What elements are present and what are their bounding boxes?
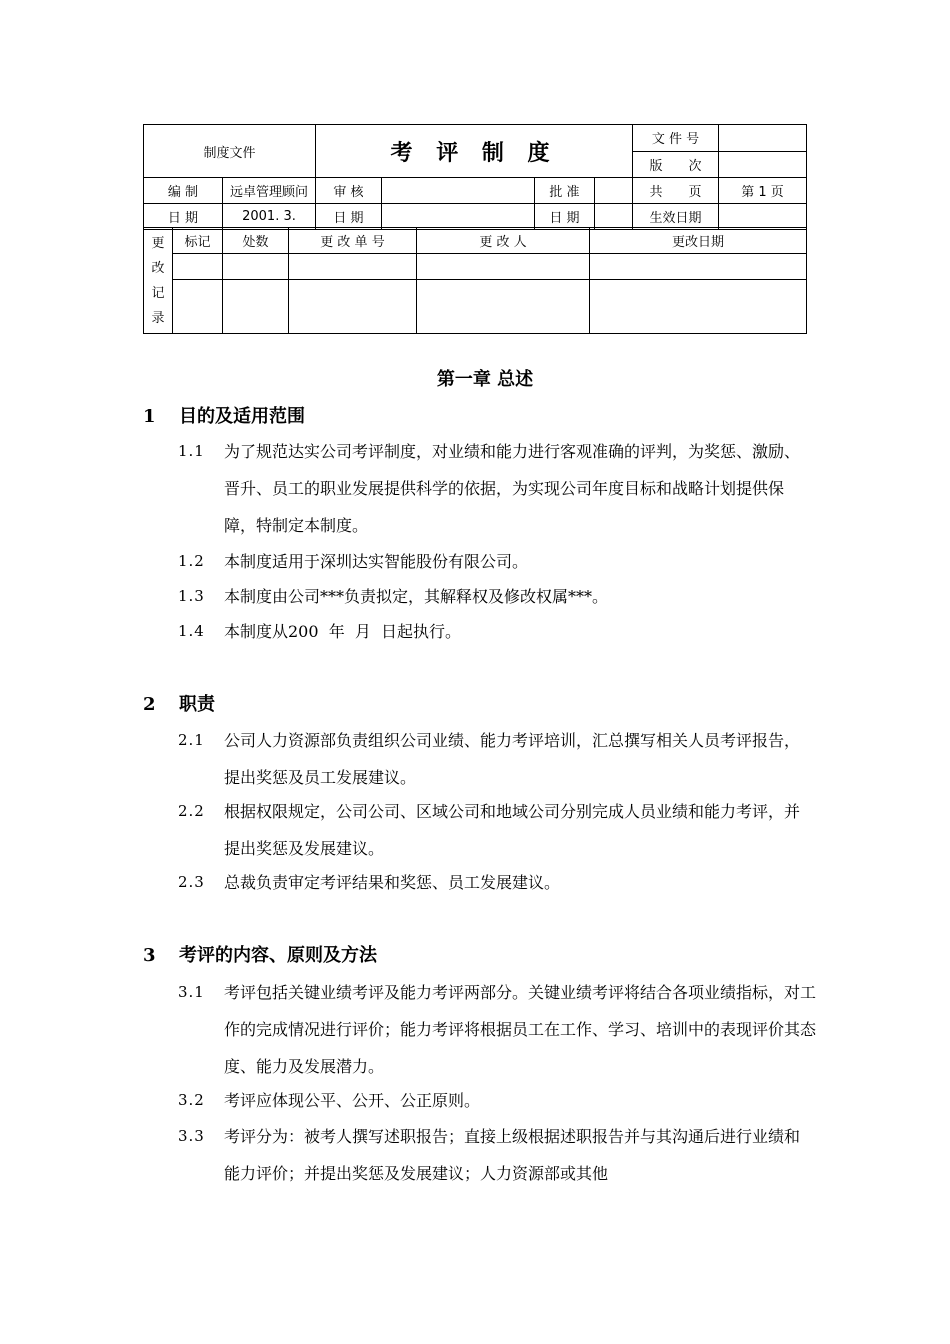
chapter-title: 第一章 总述 (436, 369, 534, 390)
section-number: 2 (143, 694, 156, 715)
document-header-table (143, 124, 807, 230)
compiled-label: 编 制 (144, 178, 223, 204)
change-record-label (144, 228, 173, 334)
review-date-label: 日 期 (316, 204, 382, 230)
table-cell (173, 254, 223, 280)
clause-item (178, 578, 818, 615)
clause-number: 2.3 (178, 873, 205, 891)
col-changer: 更 改 人 (417, 228, 590, 254)
col-mark: 标记 (173, 228, 223, 254)
clause-item (178, 864, 818, 901)
clause-number: 2.2 (178, 802, 205, 820)
clause-text: 本制度适用于深圳达实智能股份有限公司。 (224, 552, 529, 571)
table-cell (289, 254, 417, 280)
table-cell (289, 280, 417, 334)
table-cell (223, 280, 289, 334)
clause-text: 考评应体现公平、公开、公正原则。 (224, 1091, 481, 1110)
page-label: 第 1 页 (719, 178, 807, 204)
approve-value (595, 178, 633, 204)
clause-text: 考评分为：被考人撰写述职报告；直接上级根据述职报告并与其沟通后进行业绩和能力评价；并提出奖惩及发展建议；人力资源部或其他 (224, 1127, 801, 1183)
change-record-table (143, 227, 807, 334)
change-record-char: 记 (151, 285, 165, 301)
doc-title: 考 评 制 度 (316, 125, 633, 178)
table-cell (417, 280, 590, 334)
table-cell (417, 254, 590, 280)
version-value (719, 151, 807, 178)
table-cell (590, 280, 807, 334)
table-cell (173, 280, 223, 334)
section-heading (143, 941, 377, 967)
change-record-char: 录 (151, 310, 165, 326)
col-count: 处数 (223, 228, 289, 254)
clause-item (178, 1118, 808, 1192)
clause-number: 3.1 (178, 983, 205, 1001)
file-no-label: 文 件 号 (633, 125, 719, 152)
clause-text: 公司人力资源部负责组织公司业绩、能力考评培训，汇总撰写相关人员考评报告，提出奖惩及员工发展建议。 (224, 731, 801, 787)
effective-date-value (719, 204, 807, 230)
date-label: 日 期 (144, 204, 223, 230)
col-change-no: 更 改 单 号 (289, 228, 417, 254)
section-title: 职责 (179, 694, 215, 715)
table-cell (223, 254, 289, 280)
approve-date-label: 日 期 (535, 204, 595, 230)
version-label: 版 次 (633, 151, 719, 178)
clause-number: 3.3 (178, 1127, 205, 1145)
clause-item (178, 433, 808, 544)
date-value: 2001. 3. (223, 204, 316, 230)
clause-item (178, 613, 818, 650)
section-number: 1 (143, 406, 156, 427)
approve-date-value (595, 204, 633, 230)
clause-number: 2.1 (178, 731, 205, 749)
section-title: 考评的内容、原则及方法 (179, 945, 377, 966)
clause-item (178, 722, 808, 796)
effective-date-label: 生效日期 (633, 204, 719, 230)
clause-item (178, 793, 808, 867)
clause-text: 本制度从200 年 月 日起执行。 (224, 622, 462, 641)
change-record-char: 更 (151, 235, 165, 251)
col-change-date: 更改日期 (590, 228, 807, 254)
section-heading (143, 402, 305, 428)
file-no-value (719, 125, 807, 152)
clause-number: 1.4 (178, 622, 205, 640)
table-cell (590, 254, 807, 280)
review-label: 审 核 (316, 178, 382, 204)
section-title: 目的及适用范围 (179, 406, 305, 427)
clause-text: 本制度由公司***负责拟定，其解释权及修改权属***。 (224, 587, 609, 606)
approve-label: 批 准 (535, 178, 595, 204)
change-record-char: 改 (151, 260, 165, 276)
clause-item (178, 543, 818, 580)
clause-text: 为了规范达实公司考评制度，对业绩和能力进行客观准确的评判，为奖惩、激励、晋升、员工的职业发展提供科学的依据，为实现公司年度目标和战略计划提供保障，特制定本制度。 (224, 442, 801, 535)
clause-text: 根据权限规定，公司公司、区域公司和地域公司分别完成人员业绩和能力考评，并提出奖惩及发展建议。 (224, 802, 801, 858)
doc-type-cell: 制度文件 (144, 125, 316, 178)
clause-number: 3.2 (178, 1091, 205, 1109)
review-date-value (382, 204, 535, 230)
clause-number: 1.2 (178, 552, 205, 570)
clause-number: 1.3 (178, 587, 205, 605)
total-pages-label: 共 页 (633, 178, 719, 204)
clause-text: 考评包括关键业绩考评及能力考评两部分。关键业绩考评将结合各项业绩指标，对工作的完成情况进行评价；能力考评将根据员工在工作、学习、培训中的表现评价其态度、能力及发展潜力。 (224, 983, 817, 1076)
clause-item (178, 1082, 818, 1119)
clause-text: 总裁负责审定考评结果和奖惩、员工发展建议。 (224, 873, 561, 892)
clause-number: 1.1 (178, 442, 205, 460)
section-number: 3 (143, 945, 156, 966)
section-heading (143, 690, 215, 716)
review-value (382, 178, 535, 204)
clause-item (178, 974, 823, 1085)
compiled-value: 远卓管理顾问 (223, 178, 316, 204)
